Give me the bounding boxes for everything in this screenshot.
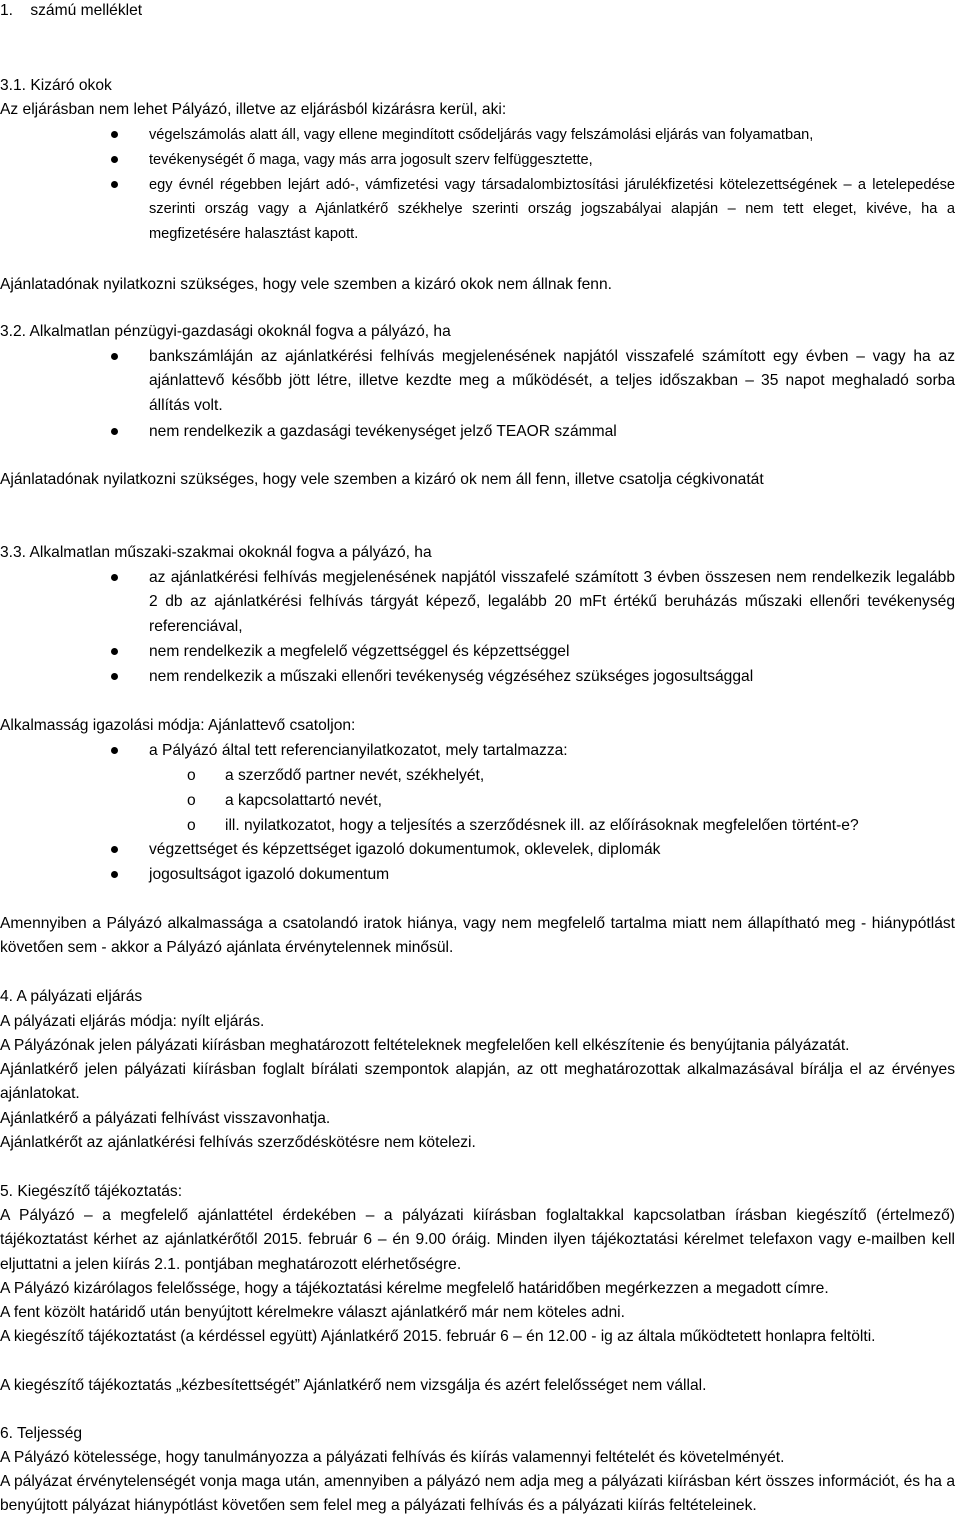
section-4-line: Ajánlatkérőt az ajánlatkérési felhívás szerződéskötésre nem kötelezi.: [0, 1134, 476, 1151]
list-item: nem rendelkezik a gazdasági tevékenységet jelző TEAOR számmal: [149, 420, 955, 444]
list-item: tevékenységét ő maga, vagy más arra jogosult szerv felfüggesztette,: [149, 148, 955, 172]
sub-bullet-marker: o: [187, 767, 196, 784]
bullet-icon: [111, 131, 118, 138]
bullet-icon: [111, 156, 118, 163]
section-6-title: 6. Teljesség: [0, 1425, 83, 1442]
bullet-icon: [111, 673, 118, 680]
section-3-1-statement: Ajánlatadónak nyilatkozni szükséges, hogy vele szemben a kizáró okok nem állnak fenn.: [0, 276, 612, 293]
section-4-line: A Pályázónak jelen pályázati kiírásban meghatározott feltételeknek megfelelően kell elkészítenie és benyújtania pályázatát.: [0, 1037, 850, 1054]
sub-list-item: o a szerződő partner nevét, székhelyét,: [225, 764, 955, 788]
section-6-line: A pályázat érvénytelenségét vonja maga után, amennyiben a pályázó nem adja meg a pályázati kiírásban kért összes információt, és ha a benyújtott pályázat hiánypótlást követően sem felel meg a pályázati felhívás és a pályázati kiírás feltételeinek.: [0, 1473, 955, 1515]
section-3-1-title: 3.1. Kizáró okok: [0, 77, 112, 94]
section-5-line: A kiegészítő tájékoztatást (a kérdéssel együtt) Ajánlatkérő 2015. február 6 – én 12.00 - ig az általa működtetett honlapra feltölti.: [0, 1328, 876, 1345]
section-5-line: A fent közölt határidő után benyújtott kérelmekre választ ajánlatkérő már nem köteles adni.: [0, 1304, 625, 1321]
bullet-icon: [111, 428, 118, 435]
list-item: nem rendelkezik a megfelelő végzettséggel és képzettséggel: [149, 640, 955, 664]
section-3-2-title: 3.2. Alkalmatlan pénzügyi-gazdasági okoknál fogva a pályázó, ha: [0, 323, 451, 340]
list-item: jogosultságot igazoló dokumentum: [149, 863, 955, 887]
list-item: a Pályázó által tett referencianyilatkozatot, mely tartalmazza:: [149, 739, 955, 763]
bullet-icon: [111, 871, 118, 878]
sub-bullet-marker: o: [187, 817, 196, 834]
section-3-3-title: 3.3. Alkalmatlan műszaki-szakmai okoknál fogva a pályázó, ha: [0, 544, 432, 561]
bullet-icon: [111, 648, 118, 655]
section-3-2-statement: Ajánlatadónak nyilatkozni szükséges, hogy vele szemben a kizáró ok nem áll fenn, illetve csatolja cégkivonatát: [0, 471, 764, 488]
section-6-line: A Pályázó kötelessége, hogy tanulmányozza a pályázati felhívás és kiírás valamennyi feltételét és követelményét.: [0, 1449, 785, 1466]
bullet-icon: [111, 353, 118, 360]
list-item: végzettséget és képzettséget igazoló dokumentumok, oklevelek, diplomák: [149, 838, 955, 862]
bullet-icon: [111, 747, 118, 754]
section-4-title: 4. A pályázati eljárás: [0, 988, 143, 1005]
section-5-line: A kiegészítő tájékoztatás „kézbesítettségét” Ajánlatkérő nem vizsgálja és azért felelősséget nem vállal.: [0, 1377, 707, 1394]
section-4-line: Ajánlatkérő a pályázati felhívást visszavonhatja.: [0, 1110, 331, 1127]
section-3-1-intro: Az eljárásban nem lehet Pályázó, illetve az eljárásból kizárásra kerül, aki:: [0, 101, 507, 118]
annex-title: 1. számú melléklet: [0, 2, 143, 19]
section-4-line: A pályázati eljárás módja: nyílt eljárás.: [0, 1013, 265, 1030]
section-5-title: 5. Kiegészítő tájékoztatás:: [0, 1183, 183, 1200]
section-4-line: Ajánlatkérő jelen pályázati kiírásban foglalt bírálati szempontok alapján, az ott meghatározottak alkalmazásával bírálja el az érvényes ajánlatokat.: [0, 1061, 955, 1103]
sub-bullet-marker: o: [187, 792, 196, 809]
sub-list-item: o ill. nyilatkozatot, hogy a teljesítés a szerződésnek ill. az előírásoknak megfelelően történt-e?: [225, 814, 955, 838]
bullet-icon: [111, 846, 118, 853]
sub-list-item: o a kapcsolattartó nevét,: [225, 789, 955, 813]
proof-intro: Alkalmasság igazolási módja: Ajánlattevő csatoljon:: [0, 717, 356, 734]
invalidity-note: Amennyiben a Pályázó alkalmassága a csatolandó iratok hiánya, vagy nem megfelelő tartalma miatt nem állapítható meg - hiánypótlást követően sem - akkor a Pályázó ajánlata érvénytelennek minősül.: [0, 915, 955, 957]
list-item: egy évnél régebben lejárt adó-, vámfizetési vagy társadalombiztosítási járulékfizetési kötelezettségének – a letelepedése szerinti ország vagy a Ajánlatkérő székhelye szerinti ország jogszabályai alapján – nem tett eleget, kivéve, ha a megfizetésére halasztást kapott.: [149, 173, 955, 246]
section-5-line: A Pályázó – a megfelelő ajánlattétel érdekében – a pályázati kiírásban foglaltakkal kapcsolatban írásban kiegészítő (értelmező) tájékoztatást kérhet az ajánlatkérőtől 2015. február 6 – én 9.00 óráig. Minden ilyen tájékoztatási kérelmet telefaxon vagy e-mailben kell eljuttatni a jelen kiírás 2.1. pontjában meghatározott elérhetőségre.: [0, 1207, 955, 1273]
section-5-line: A Pályázó kizárólagos felelőssége, hogy a tájékoztatási kérelme megfelelő határidőben megérkezzen a megadott címre.: [0, 1280, 829, 1297]
list-item: nem rendelkezik a műszaki ellenőri tevékenység végzéséhez szükséges jogosultsággal: [149, 665, 955, 689]
list-item: bankszámláján az ajánlatkérési felhívás megjelenésének napjától visszafelé számított egy évben – vagy ha az ajánlattevő később jött létre, illetve kezdte meg a működését, a teljes időszakban – 35 napot meghaladó sorba állítás volt.: [149, 345, 955, 418]
bullet-icon: [111, 181, 118, 188]
bullet-icon: [111, 574, 118, 581]
list-item: az ajánlatkérési felhívás megjelenésének napjától visszafelé számított 3 évben összesen nem rendelkezik legalább 2 db az ajánlatkérési felhívás tárgyát képező, legalább 20 mFt értékű beruházás műszaki ellenőri tevékenység referenciával,: [149, 566, 955, 639]
list-item: végelszámolás alatt áll, vagy ellene megindított csődeljárás vagy felszámolási eljárás van folyamatban,: [149, 123, 955, 147]
